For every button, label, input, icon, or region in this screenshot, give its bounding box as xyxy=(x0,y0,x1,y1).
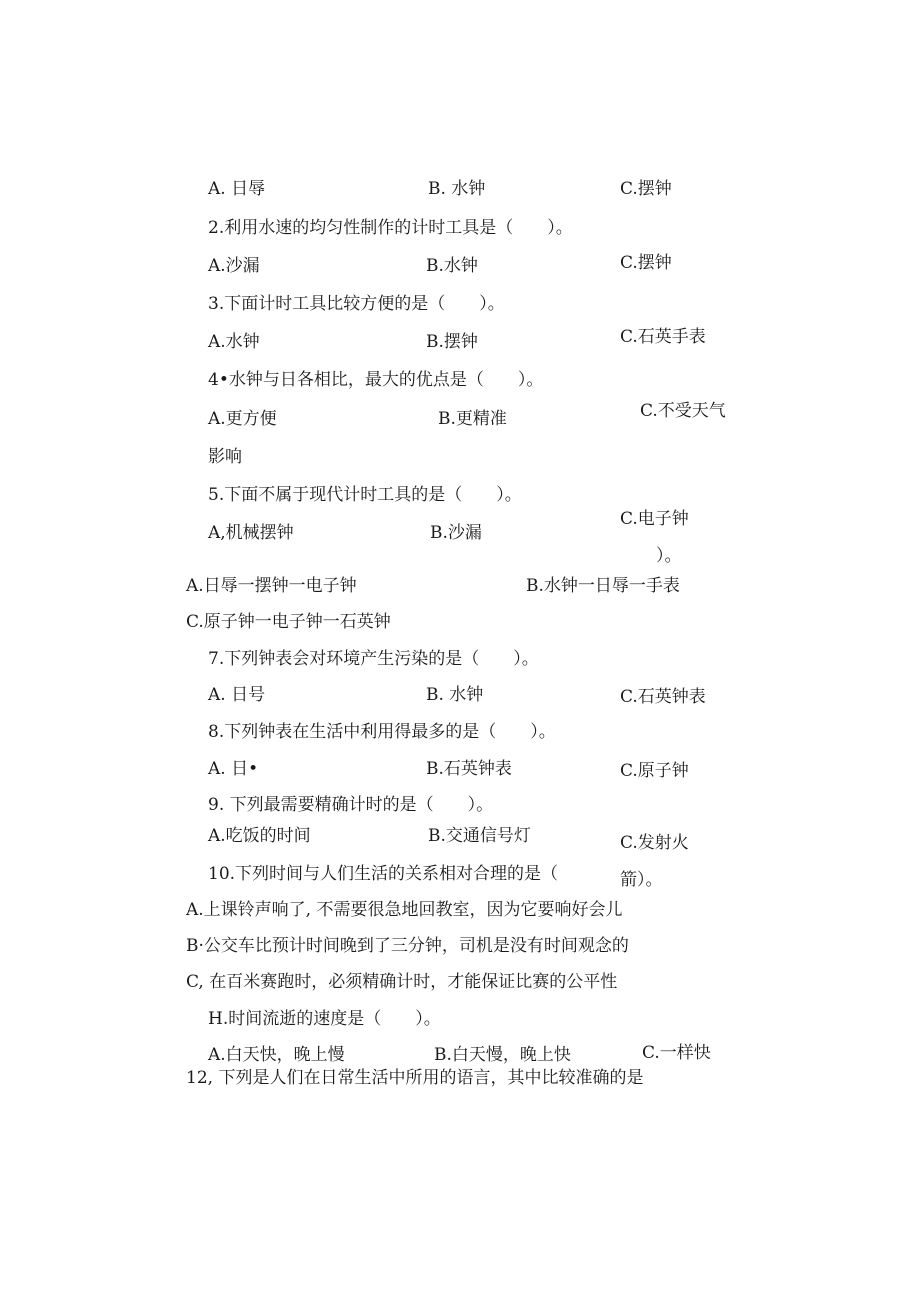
q3-option-b: B.摆钟 xyxy=(426,332,478,352)
q1-option-a: A. 日辱 xyxy=(208,179,266,199)
q2-option-b: B.水钟 xyxy=(426,256,478,276)
question-10: 10.下列时间与人们生活的关系相对合理的是（ xyxy=(208,864,559,884)
q11-option-b: B.白天慢，晚上快 xyxy=(434,1045,571,1065)
q6-option-c: C.原子钟一电子钟一石英钟 xyxy=(186,612,391,632)
q1-option-c: C.摆钟 xyxy=(620,179,672,199)
q2-option-c: C.摆钟 xyxy=(620,253,672,273)
q11-option-a: A.白天快，晚上慢 xyxy=(208,1045,345,1065)
question-10-tail: 箭）。 xyxy=(620,870,663,890)
q5-option-a: A,机械摆钟 xyxy=(208,523,294,543)
question-2: 2.利用水速的均匀性制作的计时工具是（ ）。 xyxy=(208,218,573,238)
q10-option-b: B·公交车比预计时间晚到了三分钟，司机是没有时间观念的 xyxy=(186,936,629,956)
q7-option-c: C.石英钟表 xyxy=(620,687,706,707)
q3-option-c: C.石英手表 xyxy=(620,327,706,347)
q10-option-c: C, 在百米赛跑时，必须精确计时，才能保证比赛的公平性 xyxy=(186,972,618,992)
q8-option-c: C.原子钟 xyxy=(620,761,689,781)
q9-option-c: C.发射火 xyxy=(620,833,689,853)
q6-option-b: B.水钟一日辱一手表 xyxy=(526,576,680,596)
question-11: H.时间流逝的速度是（ ）。 xyxy=(208,1009,441,1029)
question-12: 12, 下列是人们在日常生活中所用的语言，其中比较准确的是 xyxy=(186,1068,644,1088)
question-7: 7.下列钟表会对环境产生污染的是（ ）。 xyxy=(208,649,539,669)
q11-option-c: C.一样快 xyxy=(642,1043,711,1063)
q5-option-c: C.电子钟 xyxy=(620,509,689,529)
q4-option-c: C.不受天气 xyxy=(640,401,726,421)
q9-option-b: B.交通信号灯 xyxy=(428,826,531,846)
q7-option-b: B. 水钟 xyxy=(426,685,484,705)
question-3: 3.下面计时工具比较方便的是（ ）。 xyxy=(208,294,505,314)
q4-option-b: B.更精准 xyxy=(438,409,507,429)
q5-option-b: B.沙漏 xyxy=(430,523,482,543)
q8-option-a: A. 日• xyxy=(208,759,259,779)
q7-option-a: A. 日号 xyxy=(208,685,266,705)
question-9: 9. 下列最需要精确计时的是（ ）。 xyxy=(208,795,494,815)
q1-option-b: B. 水钟 xyxy=(428,179,486,199)
q3-option-a: A.水钟 xyxy=(208,332,260,352)
question-6-tail: ）。 xyxy=(656,546,682,566)
q9-option-a: A.吃饭的时间 xyxy=(208,826,311,846)
question-8: 8.下列钟表在生活中利用得最多的是（ ）。 xyxy=(208,722,556,742)
q8-option-b: B.石英钟表 xyxy=(426,759,512,779)
q4-option-c-continued: 影响 xyxy=(208,447,242,467)
q10-option-a: A.上课铃声响了, 不需要很急地回教室，因为它要响好会儿 xyxy=(186,900,623,920)
q2-option-a: A.沙漏 xyxy=(208,256,260,276)
question-5: 5.下面不属于现代计时工具的是（ ）。 xyxy=(208,485,522,505)
q4-option-a: A.更方便 xyxy=(208,409,277,429)
question-4: 4•水钟与日各相比，最大的优点是（ ）。 xyxy=(208,370,544,390)
q6-option-a: A.日辱一摆钟一电子钟 xyxy=(186,576,357,596)
